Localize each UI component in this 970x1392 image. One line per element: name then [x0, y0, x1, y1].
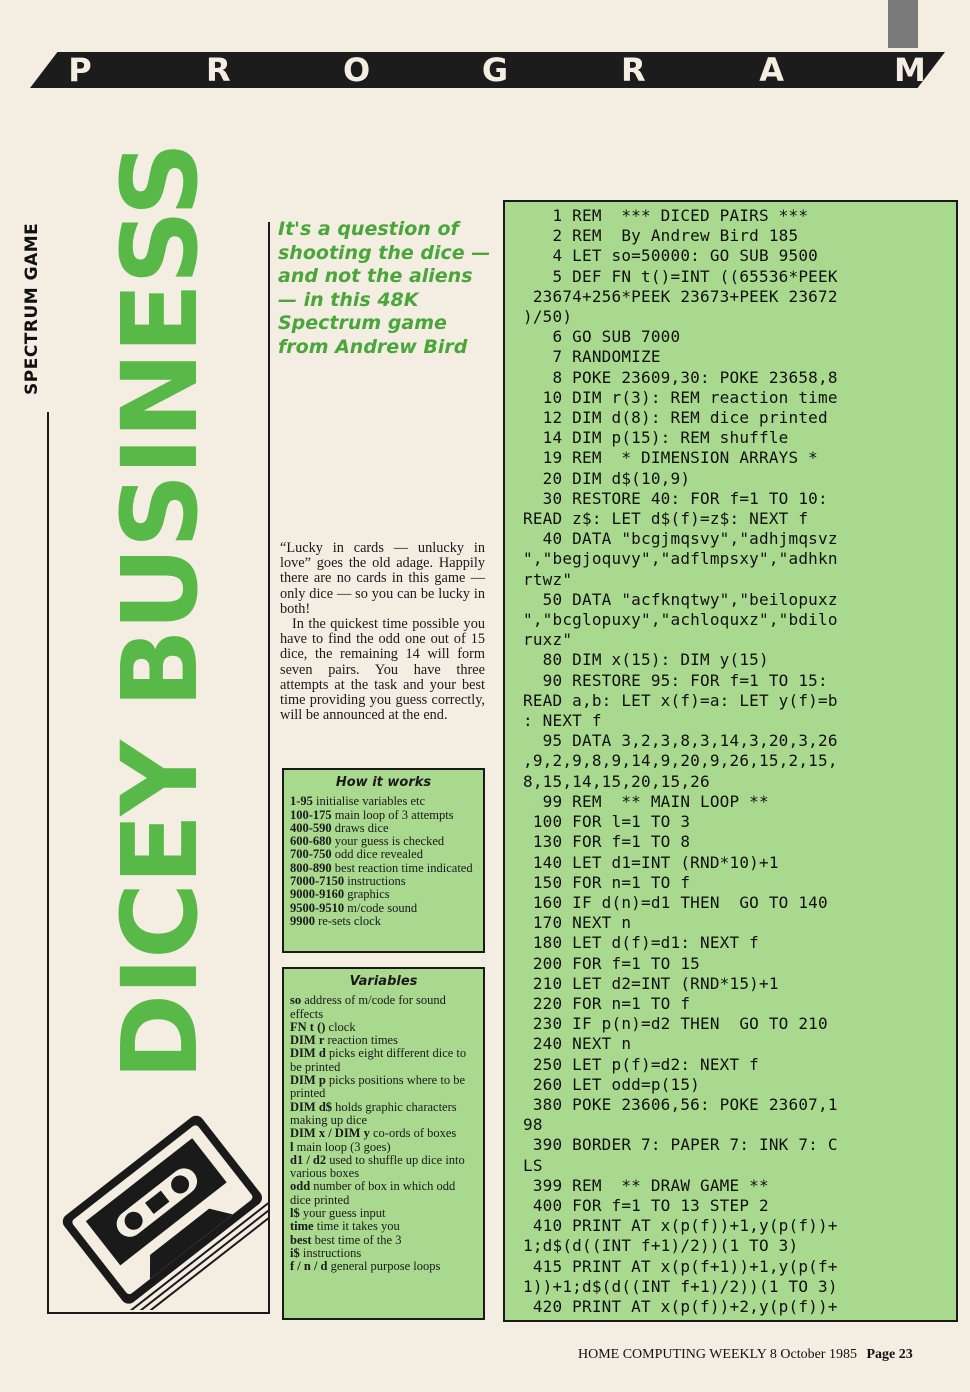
- box-row-value: graphics: [344, 887, 390, 902]
- box-row-key: DIM r: [290, 1033, 325, 1048]
- listing-line: 95 DATA 3,2,3,8,3,14,3,20,3,26: [523, 731, 838, 751]
- listing-line: 90 RESTORE 95: FOR f=1 TO 15:: [523, 670, 828, 690]
- box-row-key: 600-680: [290, 834, 332, 849]
- listing-line: 1))+1;d$(d((INT f+1)/2))(1 TO 3): [523, 1276, 838, 1296]
- listing-line: 4 LET so=50000: GO SUB 9500: [523, 246, 818, 266]
- box-row-value: main loop (3 goes): [293, 1139, 391, 1154]
- box-row-value: best reaction time indicated: [331, 860, 473, 875]
- box-row-value: draws dice: [331, 820, 389, 835]
- article-title: DICEY BUSINESS: [99, 143, 221, 1080]
- box-row: [290, 1220, 477, 1233]
- listing-line: ","begjoquvy","adflmpsxy","adhkn: [523, 549, 838, 569]
- program-listing: [503, 200, 958, 1322]
- listing-line: ruxz": [523, 630, 573, 650]
- box-row-key: DIM d: [290, 1046, 326, 1061]
- listing-line: READ z$: LET d$(f)=z$: NEXT f: [523, 509, 809, 529]
- box-row-key: 400-590: [290, 820, 332, 835]
- box-row: [290, 1034, 477, 1047]
- box-row: [290, 1127, 477, 1140]
- listing-line: )/50): [523, 307, 573, 327]
- listing-line: 10 DIM r(3): REM reaction time: [523, 387, 838, 407]
- box-row-key: 700-750: [290, 847, 332, 862]
- banner-letter: G: [481, 51, 509, 89]
- listing-line: 230 IF p(n)=d2 THEN GO TO 210: [523, 1014, 828, 1034]
- box-row-key: 1-95: [290, 794, 313, 809]
- listing-line: 170 NEXT n: [523, 913, 632, 933]
- box-row: [290, 1207, 477, 1220]
- box-row-key: DIM d$: [290, 1099, 333, 1114]
- listing-line: 399 REM ** DRAW GAME **: [523, 1175, 769, 1195]
- box-row-key: d1 / d2: [290, 1152, 327, 1167]
- banner-letter: O: [343, 51, 371, 89]
- box-row: [290, 875, 477, 888]
- listing-line: 80 DIM x(15): DIM y(15): [523, 650, 769, 670]
- box-row-value: number of box in which odd dice printed: [290, 1179, 456, 1207]
- listing-code: [523, 206, 950, 1317]
- box-row-key: DIM x / DIM y: [290, 1126, 370, 1141]
- box-row: [290, 822, 477, 835]
- box-row-value: m/code sound: [344, 900, 418, 915]
- listing-line: 1;d$(d((INT f+1)/2))(1 TO 3): [523, 1236, 799, 1256]
- listing-line: 19 REM * DIMENSION ARRAYS *: [523, 448, 818, 468]
- box-row-value: address of m/code for sound effects: [290, 993, 446, 1021]
- listing-line: 5 DEF FN t()=INT ((65536*PEEK: [523, 266, 838, 286]
- listing-line: 210 LET d2=INT (RND*15)+1: [523, 973, 779, 993]
- box-row: [290, 1141, 477, 1154]
- listing-line: 40 DATA "bcgjmqsvy","adhjmqsvz: [523, 529, 838, 549]
- listing-line: LS: [523, 1155, 543, 1175]
- footer-magazine: HOME COMPUTING WEEKLY: [578, 1347, 767, 1362]
- box-row-key: odd: [290, 1179, 311, 1194]
- box-row: [290, 902, 477, 915]
- listing-line: 160 IF d(n)=d1 THEN GO TO 140: [523, 892, 828, 912]
- article-standfirst: It's a question of shooting the dice — and not the aliens — in this 48K Spectrum game from Andrew Bird: [278, 218, 491, 358]
- box-row-key: FN t (): [290, 1019, 326, 1034]
- box-row-key: 9500-9510: [290, 900, 345, 915]
- box-row-key: l: [290, 1139, 294, 1154]
- box-row-key: 9000-9160: [290, 887, 345, 902]
- listing-line: 380 POKE 23606,56: POKE 23607,1: [523, 1094, 838, 1114]
- banner-letter: R: [620, 51, 646, 89]
- listing-line: 250 LET p(f)=d2: NEXT f: [523, 1054, 759, 1074]
- body-paragraph: In the quickest time possible you have to find the odd one out of 15 dice, the remaining 14 will form seven pairs. You have three attempts at the task and your best time providing you guess correctly, will be announced at the end.: [280, 616, 485, 724]
- listing-line: ","bcglopuxy","achloquxz","bdilo: [523, 610, 838, 630]
- box-row-key: 7000-7150: [290, 874, 345, 889]
- listing-line: rtwz": [523, 569, 573, 589]
- listing-line: 240 NEXT n: [523, 1034, 632, 1054]
- box-row: [290, 1101, 477, 1128]
- box-row-value: co-ords of boxes: [369, 1126, 457, 1141]
- box-row: [290, 888, 477, 901]
- listing-line: 390 BORDER 7: PAPER 7: INK 7: C: [523, 1135, 838, 1155]
- box-row-value: initialise variables etc: [312, 794, 426, 809]
- listing-line: 2 REM By Andrew Bird 185: [523, 226, 799, 246]
- listing-line: 100 FOR l=1 TO 3: [523, 812, 691, 832]
- box-row: [290, 809, 477, 822]
- listing-line: : NEXT f: [523, 711, 602, 731]
- box-row-key: 9900: [290, 913, 315, 928]
- listing-line: 150 FOR n=1 TO f: [523, 872, 691, 892]
- box-title: How it works: [335, 775, 432, 790]
- box-row: [290, 1074, 477, 1101]
- box-row-value: re-sets clock: [315, 913, 381, 928]
- box-row-value: main loop of 3 attempts: [331, 807, 454, 822]
- footer-date: 8 October 1985: [769, 1347, 857, 1362]
- box-row-value: best time of the 3: [311, 1232, 402, 1247]
- banner-letter: M: [894, 51, 926, 89]
- box-row-key: f / n / d: [290, 1259, 328, 1274]
- listing-line: 180 LET d(f)=d1: NEXT f: [523, 933, 759, 953]
- box-row-value: your guess input: [299, 1206, 386, 1221]
- listing-line: 130 FOR f=1 TO 8: [523, 832, 691, 852]
- listing-line: 410 PRINT AT x(p(f))+1,y(p(f))+: [523, 1216, 838, 1236]
- listing-line: ,9,2,9,8,9,14,9,20,9,26,15,2,15,: [523, 751, 838, 771]
- banner-letter: P: [68, 51, 92, 89]
- variables-box: [282, 967, 485, 1320]
- box-row-value: general purpose loops: [327, 1259, 441, 1274]
- listing-line: 220 FOR n=1 TO f: [523, 993, 691, 1013]
- box-row-value: instructions: [344, 874, 406, 889]
- box-row-value: your guess is checked: [331, 834, 445, 849]
- listing-line: 8,15,14,15,20,15,26: [523, 771, 710, 791]
- listing-line: 415 PRINT AT x(p(f+1))+1,y(p(f+: [523, 1256, 838, 1276]
- cassette-tape-icon: [55, 1110, 270, 1310]
- listing-line: 98: [523, 1115, 543, 1135]
- box-row: [290, 835, 477, 848]
- frame-divider: [47, 1312, 270, 1314]
- box-row-key: time: [290, 1219, 314, 1234]
- box-row-value: used to shuffle up dice into various boxes: [290, 1152, 465, 1181]
- box-row-value: time it takes you: [313, 1219, 400, 1234]
- box-row: [290, 1234, 477, 1247]
- listing-line: 12 DIM d(8): REM dice printed: [523, 408, 828, 428]
- listing-line: 140 LET d1=INT (RND*10)+1: [523, 852, 779, 872]
- footer-page-number: Page 23: [866, 1347, 913, 1362]
- box-title: Variables: [349, 974, 418, 989]
- box-row: [290, 994, 477, 1021]
- listing-line: 30 RESTORE 40: FOR f=1 TO 10:: [523, 488, 828, 508]
- page-footer: [578, 1347, 938, 1363]
- box-row-key: l$: [290, 1206, 300, 1221]
- box-row: [290, 915, 477, 928]
- listing-line: READ a,b: LET x(f)=a: LET y(f)=b: [523, 690, 838, 710]
- listing-line: 7 RANDOMIZE: [523, 347, 661, 367]
- box-row: [290, 848, 477, 861]
- program-banner-letters: [60, 52, 930, 88]
- body-paragraph: “Lucky in cards — unlucky in love” goes the old adage. Happily there are no cards in this game — only dice — so you can be lucky in both!: [280, 540, 485, 617]
- box-row: [290, 795, 477, 808]
- box-row-value: picks eight different dice to be printed: [290, 1046, 467, 1074]
- listing-line: 14 DIM p(15): REM shuffle: [523, 428, 789, 448]
- box-row: [290, 1021, 477, 1034]
- listing-line: 50 DATA "acfknqtwy","beilopuxz: [523, 589, 838, 609]
- box-row-value: picks positions where to be printed: [290, 1073, 465, 1101]
- box-row-value: clock: [325, 1019, 356, 1034]
- listing-line: 99 REM ** MAIN LOOP **: [523, 791, 769, 811]
- listing-line: 6 GO SUB 7000: [523, 327, 681, 347]
- listing-line: 20 DIM d$(10,9): [523, 468, 691, 488]
- how-it-works-box: [282, 768, 485, 953]
- corner-tab: [888, 0, 918, 48]
- listing-line: 23674+256*PEEK 23673+PEEK 23672: [523, 286, 838, 306]
- listing-line: 200 FOR f=1 TO 15: [523, 953, 700, 973]
- banner-letter: A: [759, 51, 785, 89]
- box-row-value: reaction times: [324, 1033, 398, 1048]
- listing-line: 400 FOR f=1 TO 13 STEP 2: [523, 1195, 769, 1215]
- box-row-key: best: [290, 1232, 312, 1247]
- banner-letter: R: [206, 51, 231, 89]
- box-row: [290, 1260, 477, 1273]
- box-row-key: 800-890: [290, 860, 332, 875]
- listing-line: 8 POKE 23609,30: POKE 23658,8: [523, 367, 838, 387]
- box-row-value: instructions: [299, 1245, 362, 1260]
- listing-line: 1 REM *** DICED PAIRS ***: [523, 206, 809, 225]
- box-row: [290, 1247, 477, 1260]
- box-row-key: i$: [290, 1245, 300, 1260]
- section-label: SPECTRUM GAME: [22, 222, 42, 395]
- box-row: [290, 1047, 477, 1074]
- listing-line: 260 LET odd=p(15): [523, 1074, 700, 1094]
- box-row-value: odd dice revealed: [331, 847, 423, 862]
- article-body: [280, 541, 485, 723]
- box-row: [290, 862, 477, 875]
- box-row-key: DIM p: [290, 1073, 326, 1088]
- frame-divider: [47, 412, 49, 1312]
- box-row-key: 100-175: [290, 807, 332, 822]
- box-row: [290, 1154, 477, 1181]
- listing-line: 420 PRINT AT x(p(f))+2,y(p(f))+: [523, 1296, 838, 1316]
- box-row-value: holds graphic characters making up dice: [290, 1099, 457, 1127]
- box-row-key: so: [290, 993, 302, 1008]
- box-row: [290, 1180, 477, 1207]
